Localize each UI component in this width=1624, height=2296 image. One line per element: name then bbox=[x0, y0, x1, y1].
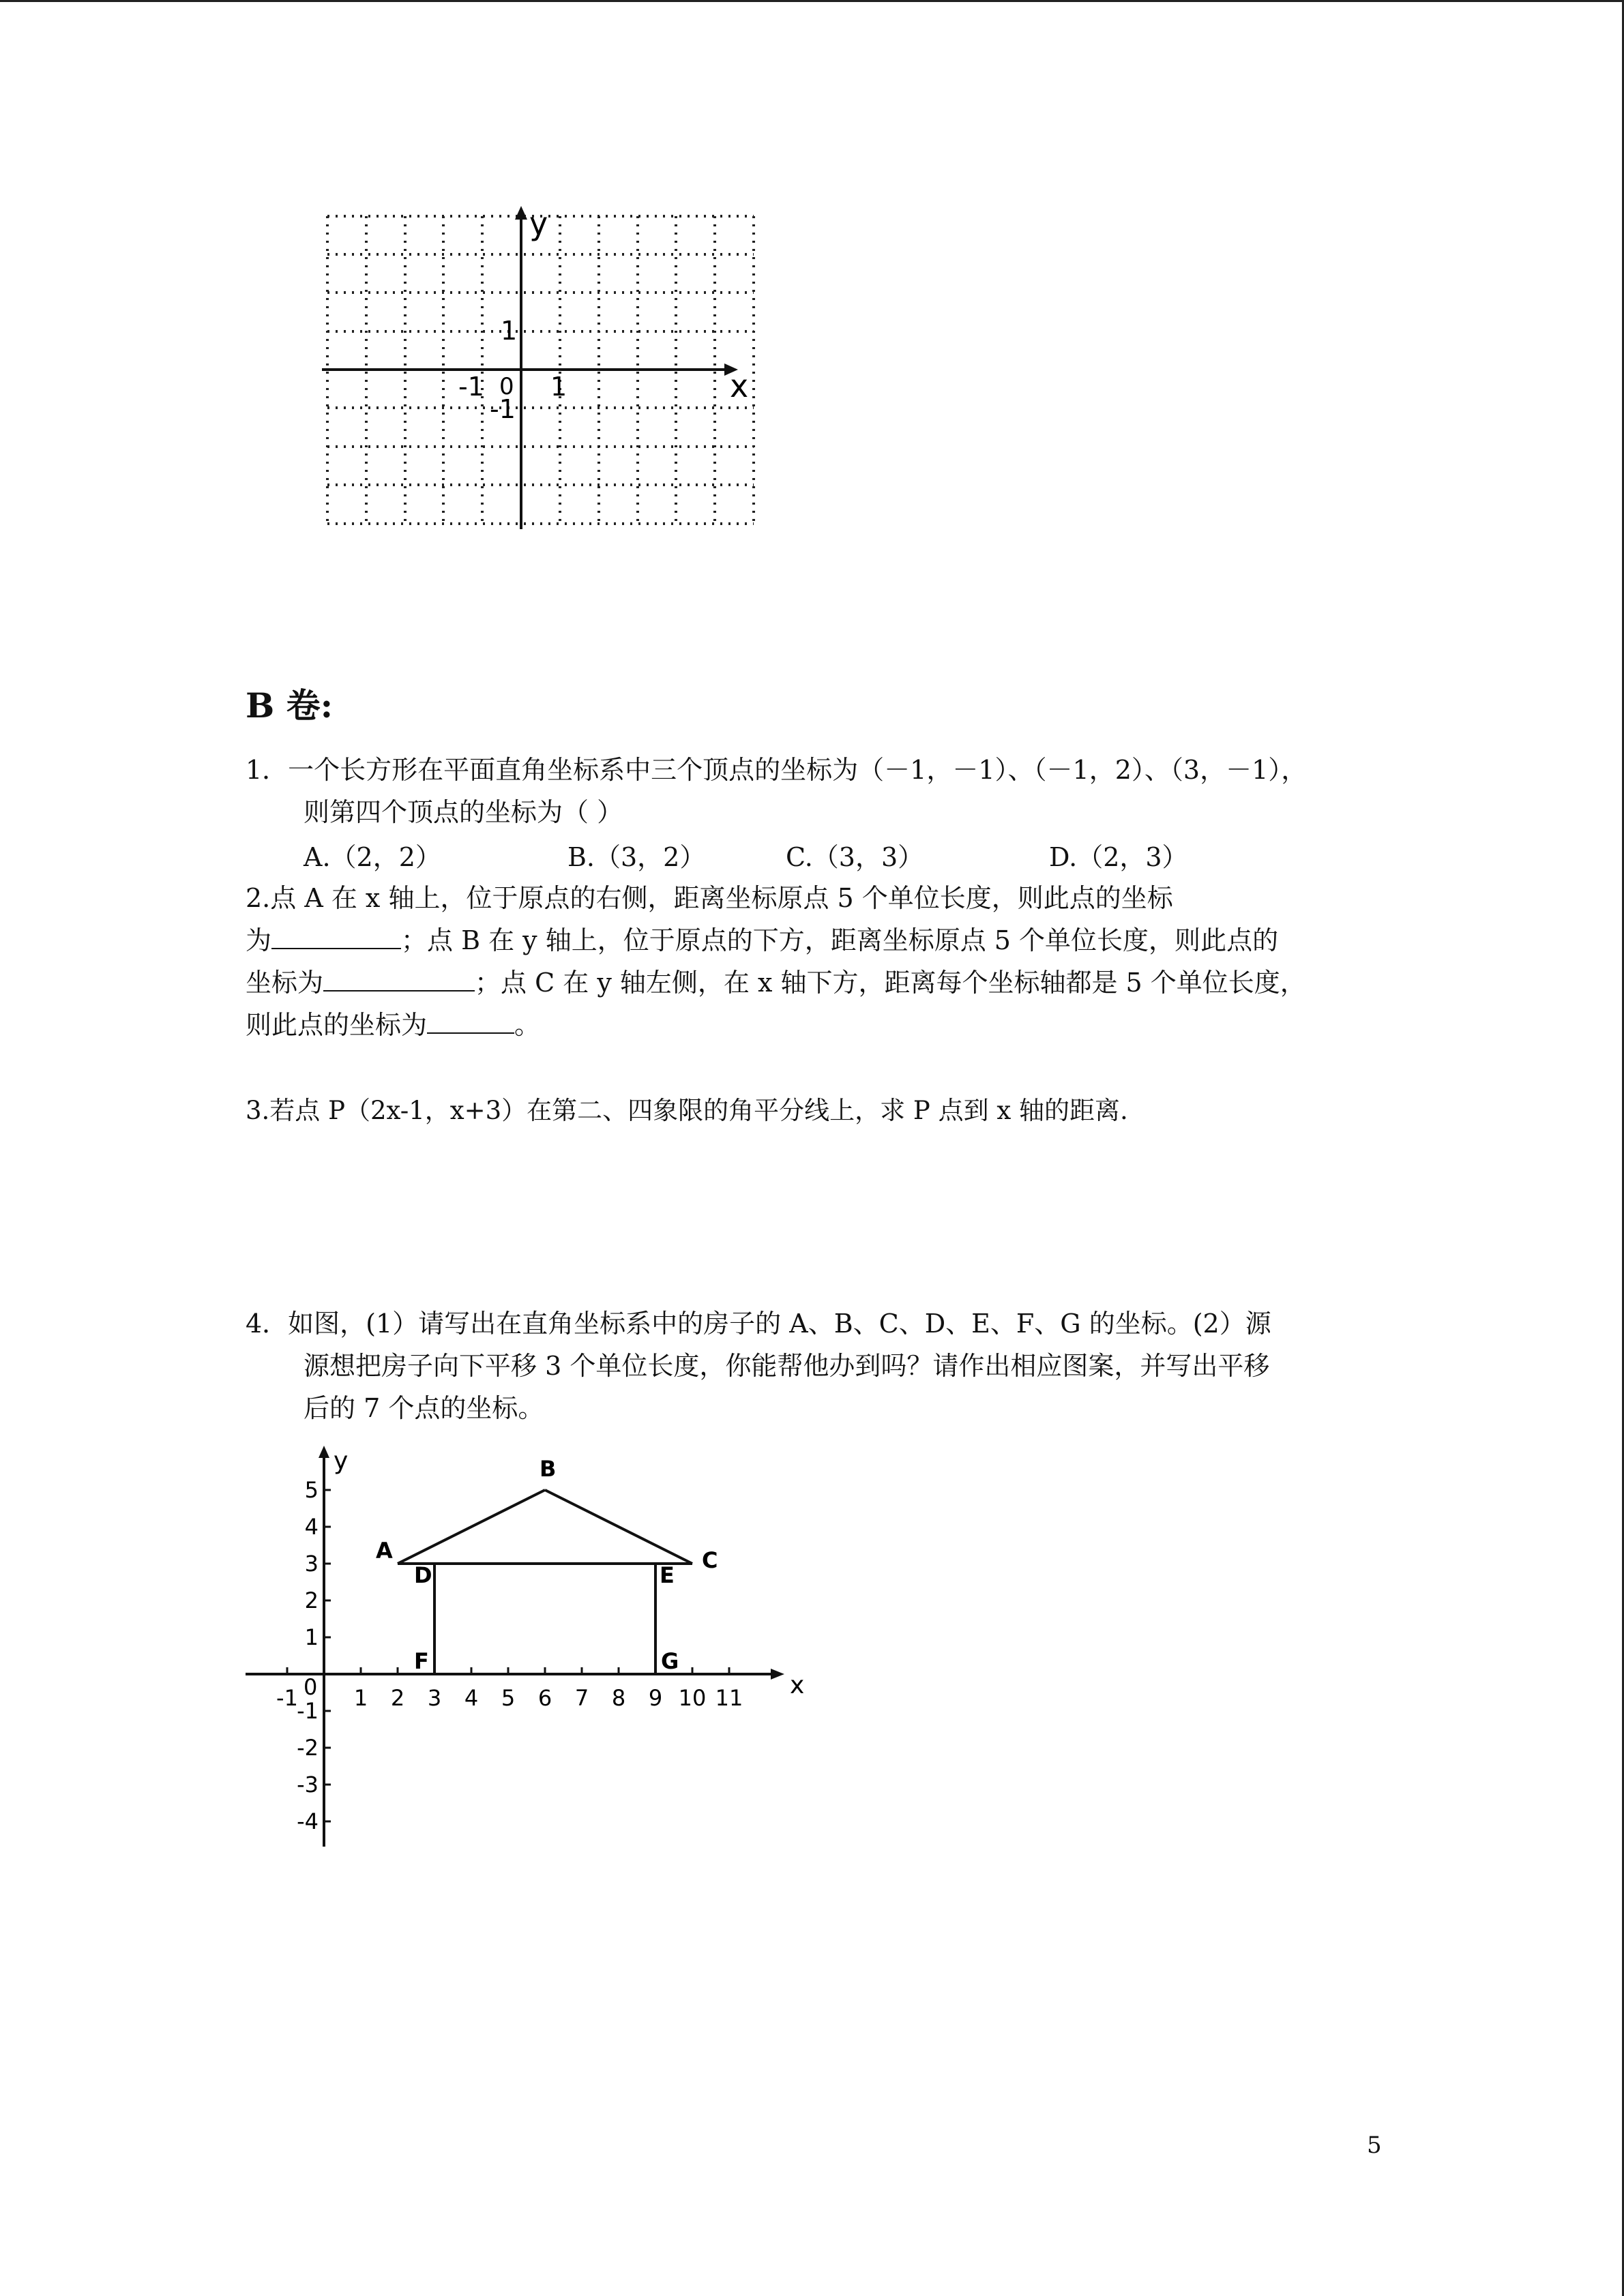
page-top-border bbox=[0, 0, 1624, 2]
x-tick-label: 10 bbox=[678, 1685, 707, 1711]
x-tick-label: 9 bbox=[648, 1685, 663, 1711]
answer-blank-c[interactable] bbox=[427, 1009, 514, 1034]
x-tick-label: 7 bbox=[574, 1685, 589, 1711]
dotted-grid-figure bbox=[307, 205, 771, 539]
y-tick-label: -2 bbox=[297, 1735, 319, 1761]
point-label-g: G bbox=[661, 1648, 679, 1674]
grid-tick-neg-y: -1 bbox=[490, 394, 516, 424]
x-axis-arrow bbox=[771, 1669, 784, 1680]
q2-line2 bbox=[246, 919, 1278, 961]
x-tick-label: 8 bbox=[611, 1685, 626, 1711]
q4-line2: 源想把房子向下平移 3 个单位长度，你能帮他办到吗？请作出相应图案，并写出平移 bbox=[304, 1351, 1270, 1381]
q2-line3-rest: ；点 C 在 y 轴左侧，在 x 轴下方，距离每个坐标轴都是 5 个单位长度， bbox=[475, 968, 1306, 998]
y-tick-label: 5 bbox=[304, 1477, 319, 1503]
segment-bc bbox=[545, 1490, 692, 1564]
y-tick-label: 4 bbox=[304, 1514, 319, 1540]
q1-option-d: D.（2，3） bbox=[1049, 842, 1188, 872]
q2-line3-start: 坐标为 bbox=[246, 968, 324, 998]
segment-ab bbox=[398, 1490, 545, 1564]
x-tick-label: 5 bbox=[501, 1685, 516, 1711]
grid-y-arrow bbox=[515, 206, 527, 220]
y-tick-label: -4 bbox=[297, 1808, 319, 1834]
x-tick-label: 1 bbox=[353, 1685, 368, 1711]
house-coordinate-chart bbox=[246, 1446, 818, 1855]
grid-tick-neg-x: -1 bbox=[458, 372, 484, 402]
q2-line3 bbox=[246, 961, 1306, 1004]
x-axis-label: x bbox=[790, 1671, 805, 1699]
y-tick-label: 3 bbox=[304, 1551, 319, 1577]
y-tick-label: 2 bbox=[304, 1587, 319, 1613]
x-tick-label: 11 bbox=[715, 1685, 743, 1711]
answer-blank-b[interactable] bbox=[323, 967, 475, 992]
point-label-a: A bbox=[376, 1538, 393, 1564]
origin-label: 0 bbox=[304, 1674, 318, 1700]
q2-line4-start: 则此点的坐标为 bbox=[246, 1010, 428, 1040]
y-axis-label: y bbox=[334, 1447, 349, 1475]
q4-line1: 4．如图，(1）请写出在直角坐标系中的房子的 A、B、C、D、E、F、G 的坐标。(2）源 bbox=[246, 1309, 1271, 1339]
y-axis-arrow bbox=[319, 1446, 329, 1458]
q1-line1: 1．一个长方形在平面直角坐标系中三个顶点的坐标为（－1，－1）、（－1，2）、（3，－1）， bbox=[246, 755, 1308, 785]
grid-x-label: x bbox=[730, 368, 749, 404]
point-label-b: B bbox=[540, 1456, 557, 1482]
grid-tick-pos-y: 1 bbox=[501, 316, 518, 346]
y-tick-label: -1 bbox=[297, 1698, 319, 1724]
x-tick-label: 6 bbox=[537, 1685, 552, 1711]
grid-tick-pos-x: 1 bbox=[550, 372, 567, 402]
section-title: B 卷: bbox=[246, 685, 334, 726]
q2-line2-start: 为 bbox=[246, 925, 272, 955]
point-label-d: D bbox=[414, 1562, 432, 1588]
y-tick-label: -3 bbox=[297, 1772, 319, 1798]
q3-text: 3.若点 P（2x-1，x+3）在第二、四象限的角平分线上，求 P 点到 x 轴的距离. bbox=[246, 1096, 1128, 1125]
grid-y-label: y bbox=[529, 205, 548, 242]
x-tick-label: 3 bbox=[427, 1685, 442, 1711]
x-tick-label: 2 bbox=[390, 1685, 405, 1711]
page-number: 5 bbox=[1367, 2132, 1382, 2159]
q1-option-b: B.（3，2） bbox=[567, 842, 706, 872]
q2-line4 bbox=[246, 1004, 540, 1046]
q2-line1: 2.点 A 在 x 轴上，位于原点的右侧，距离坐标原点 5 个单位长度，则此点的坐标 bbox=[246, 883, 1173, 913]
q2-line2-rest: ；点 B 在 y 轴上，位于原点的下方，距离坐标原点 5 个单位长度，则此点的 bbox=[401, 925, 1279, 955]
q1-option-c: C.（3，3） bbox=[786, 842, 924, 872]
grid-origin-label: 0 bbox=[499, 373, 514, 400]
q2-line4-rest: 。 bbox=[514, 1010, 541, 1040]
x-tick-label: -1 bbox=[276, 1685, 298, 1711]
q1-option-a: A.（2，2） bbox=[304, 842, 441, 872]
answer-blank-a[interactable] bbox=[271, 925, 401, 949]
point-label-e: E bbox=[660, 1562, 675, 1588]
point-label-f: F bbox=[414, 1648, 429, 1674]
y-tick-label: 1 bbox=[304, 1624, 319, 1650]
point-label-c: C bbox=[702, 1547, 718, 1573]
q1-line2: 则第四个顶点的坐标为（ ） bbox=[304, 797, 623, 827]
x-tick-label: 4 bbox=[464, 1685, 479, 1711]
q4-line3: 后的 7 个点的坐标。 bbox=[304, 1393, 544, 1423]
